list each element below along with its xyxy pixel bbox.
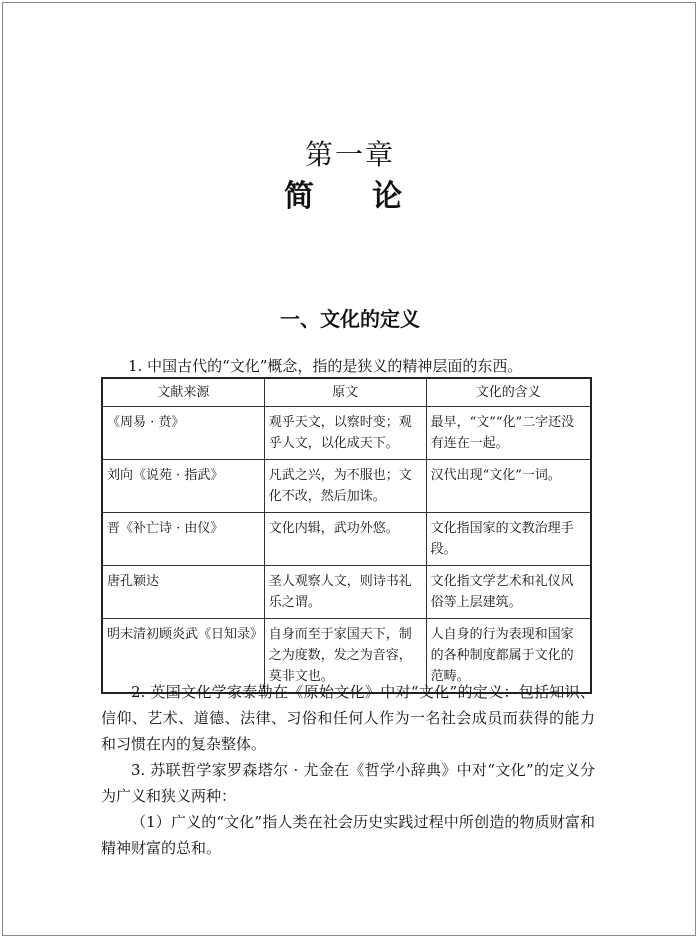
cell-source: 《周易 · 贲》 (102, 407, 264, 460)
point-1: 1. 中国古代的“文化”概念，指的是狭义的精神层面的东西。 (128, 357, 523, 375)
paragraph-3: 3. 苏联哲学家罗森塔尔 · 尤金在《哲学小辞典》中对“文化”的定义分为广义和狭义两种： (101, 761, 595, 805)
cell-meaning: 最早，“文”“化”二字还没有连在一起。 (426, 407, 591, 460)
table-row (102, 566, 591, 619)
table-row (102, 407, 591, 460)
cell-original: 凡武之兴，为不服也；文化不改，然后加诛。 (264, 460, 426, 513)
chapter-title: 简 论 (284, 179, 416, 214)
table-row (102, 513, 591, 566)
page (2, 2, 696, 936)
cell-meaning: 文化指文学艺术和礼仪风俗等上层建筑。 (426, 566, 591, 619)
header-source: 文献来源 (102, 378, 264, 407)
cell-source: 唐孔颖达 (102, 566, 264, 619)
paragraph-2: 2. 英国文化学家泰勒在《原始文化》中对“文化”的定义：包括知识、信仰、艺术、道德、法律、习俗和任何人作为一名社会成员而获得的能力和习惯在内的复杂整体。 (101, 683, 595, 753)
paragraph-4: （1）广义的“文化”指人类在社会历史实践过程中所创造的物质财富和精神财富的总和。 (101, 813, 595, 857)
cell-source: 明末清初顾炎武《日知录》 (102, 619, 264, 694)
cell-meaning: 汉代出现“文化”一词。 (426, 460, 591, 513)
cell-original: 圣人观察人文，则诗书礼乐之谓。 (264, 566, 426, 619)
header-original: 原文 (264, 378, 426, 407)
body-text (101, 679, 595, 861)
cell-source: 晋《补亡诗 · 由仪》 (102, 513, 264, 566)
header-meaning: 文化的含义 (426, 378, 591, 407)
table-row (102, 460, 591, 513)
cell-original: 观乎天文，以察时变；观乎人文，以化成天下。 (264, 407, 426, 460)
definition-table (101, 377, 592, 694)
cell-source: 刘向《说苑 · 指武》 (102, 460, 264, 513)
cell-original: 文化内辑，武功外悠。 (264, 513, 426, 566)
section-title: 一、文化的定义 (280, 307, 420, 331)
cell-meaning: 文化指国家的文教治理手段。 (426, 513, 591, 566)
chapter-number: 第一章 (304, 138, 395, 171)
table-header-row (102, 378, 591, 407)
cell-meaning: 人自身的行为表现和国家的各种制度都属于文化的范畴。 (426, 619, 591, 694)
cell-original: 自身而至于家国天下，制之为度数，发之为音容，莫非文也。 (264, 619, 426, 694)
